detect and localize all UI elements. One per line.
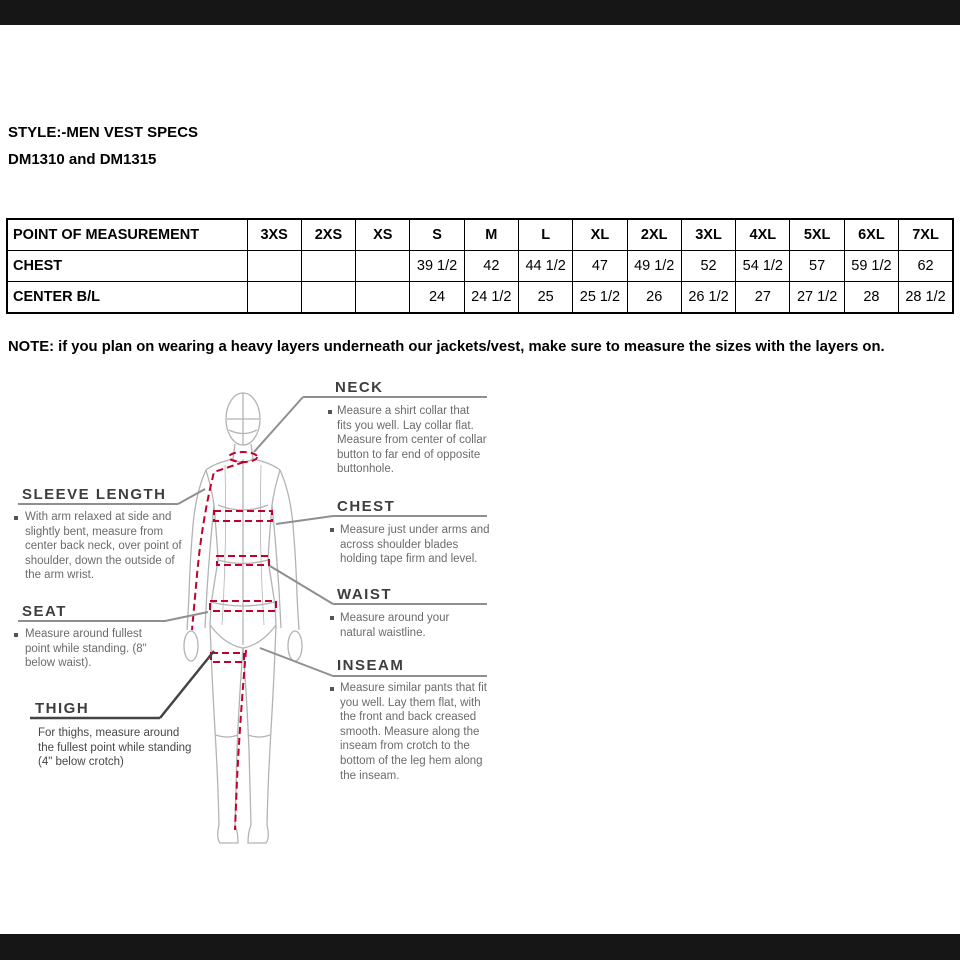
table-cell: [356, 251, 410, 282]
bottom-border-bar: [0, 934, 960, 960]
column-header: 6XL: [844, 219, 898, 251]
table-cell: 59 1/2: [844, 251, 898, 282]
row-label: CHEST: [7, 251, 247, 282]
top-border-bar: [0, 0, 960, 25]
thigh-label: THIGH: [35, 700, 90, 717]
sleeve-length-label: SLEEVE LENGTH: [22, 486, 167, 503]
model-numbers: DM1310 and DM1315: [8, 151, 157, 168]
table-cell: 25: [518, 282, 572, 314]
table-cell: 26 1/2: [681, 282, 735, 314]
chest-label: CHEST: [337, 498, 396, 515]
column-header: 4XL: [736, 219, 790, 251]
column-header: XL: [573, 219, 627, 251]
column-header: 3XS: [247, 219, 301, 251]
table-cell: 28: [844, 282, 898, 314]
waist-description: Measure around your natural waistline.: [340, 612, 450, 639]
table-cell: 24 1/2: [464, 282, 518, 314]
row-label: CENTER B/L: [7, 282, 247, 314]
table-cell: 27: [736, 282, 790, 314]
table-header-row: [7, 219, 953, 251]
bullet-icon: [330, 687, 334, 691]
note-text: NOTE: if you plan on wearing a heavy layers underneath our jackets/vest, make sure to measure the sizes with the layers on.: [8, 339, 885, 355]
column-header: XS: [356, 219, 410, 251]
column-header: M: [464, 219, 518, 251]
style-title: STYLE:-MEN VEST SPECS: [8, 124, 199, 141]
column-header: 5XL: [790, 219, 844, 251]
size-spec-table: [6, 218, 954, 314]
column-header: 3XL: [681, 219, 735, 251]
table-cell: [247, 282, 301, 314]
thigh-description: For thighs, measure around the fullest point while standing (4" below crotch): [38, 727, 192, 769]
chest-description: Measure just under arms and across shoulder blades holding tape firm and level.: [340, 524, 490, 566]
table-cell: 39 1/2: [410, 251, 464, 282]
neck-description: Measure a shirt collar that fits you well. Lay collar flat. Measure from center of collar button to far end of opposite buttonhole.: [337, 405, 487, 476]
table-cell: 28 1/2: [899, 282, 953, 314]
table-cell: 42: [464, 251, 518, 282]
column-header: S: [410, 219, 464, 251]
column-header: 2XL: [627, 219, 681, 251]
table-cell: 26: [627, 282, 681, 314]
seat-description: Measure around fullest point while standing. (8" below waist).: [25, 628, 147, 670]
table-cell: [356, 282, 410, 314]
column-header: POINT OF MEASUREMENT: [7, 219, 247, 251]
neck-label: NECK: [335, 379, 384, 396]
table-cell: [247, 251, 301, 282]
seat-label: SEAT: [22, 603, 67, 620]
bullet-icon: [330, 528, 334, 532]
sleeve-length-description: With arm relaxed at side and slightly bent, measure from center back neck, over point of shoulder, down the outside of the arm wrist.: [25, 511, 182, 582]
table-cell: 47: [573, 251, 627, 282]
table-row-chest: [7, 251, 953, 282]
table-cell: 25 1/2: [573, 282, 627, 314]
table-cell: 62: [899, 251, 953, 282]
table-cell: 52: [681, 251, 735, 282]
column-header: 2XS: [301, 219, 355, 251]
table-cell: 24: [410, 282, 464, 314]
table-cell: 54 1/2: [736, 251, 790, 282]
table-cell: 27 1/2: [790, 282, 844, 314]
waist-label: WAIST: [337, 586, 392, 603]
table-cell: 49 1/2: [627, 251, 681, 282]
column-header: 7XL: [899, 219, 953, 251]
inseam-label: INSEAM: [337, 657, 405, 674]
table-cell: 44 1/2: [518, 251, 572, 282]
bullet-icon: [14, 633, 18, 637]
table-cell: [301, 282, 355, 314]
bullet-icon: [14, 516, 18, 520]
bullet-icon: [328, 410, 332, 414]
table-cell: [301, 251, 355, 282]
column-header: L: [518, 219, 572, 251]
table-row-center-bl: [7, 282, 953, 314]
table-cell: 57: [790, 251, 844, 282]
inseam-description: Measure similar pants that fit you well. Lay them flat, with the front and back creased smooth. Measure along the inseam from crotch to the bottom of the leg hem along the inseam.: [340, 682, 488, 782]
bullet-icon: [330, 616, 334, 620]
mannequin-figure: [184, 393, 302, 843]
